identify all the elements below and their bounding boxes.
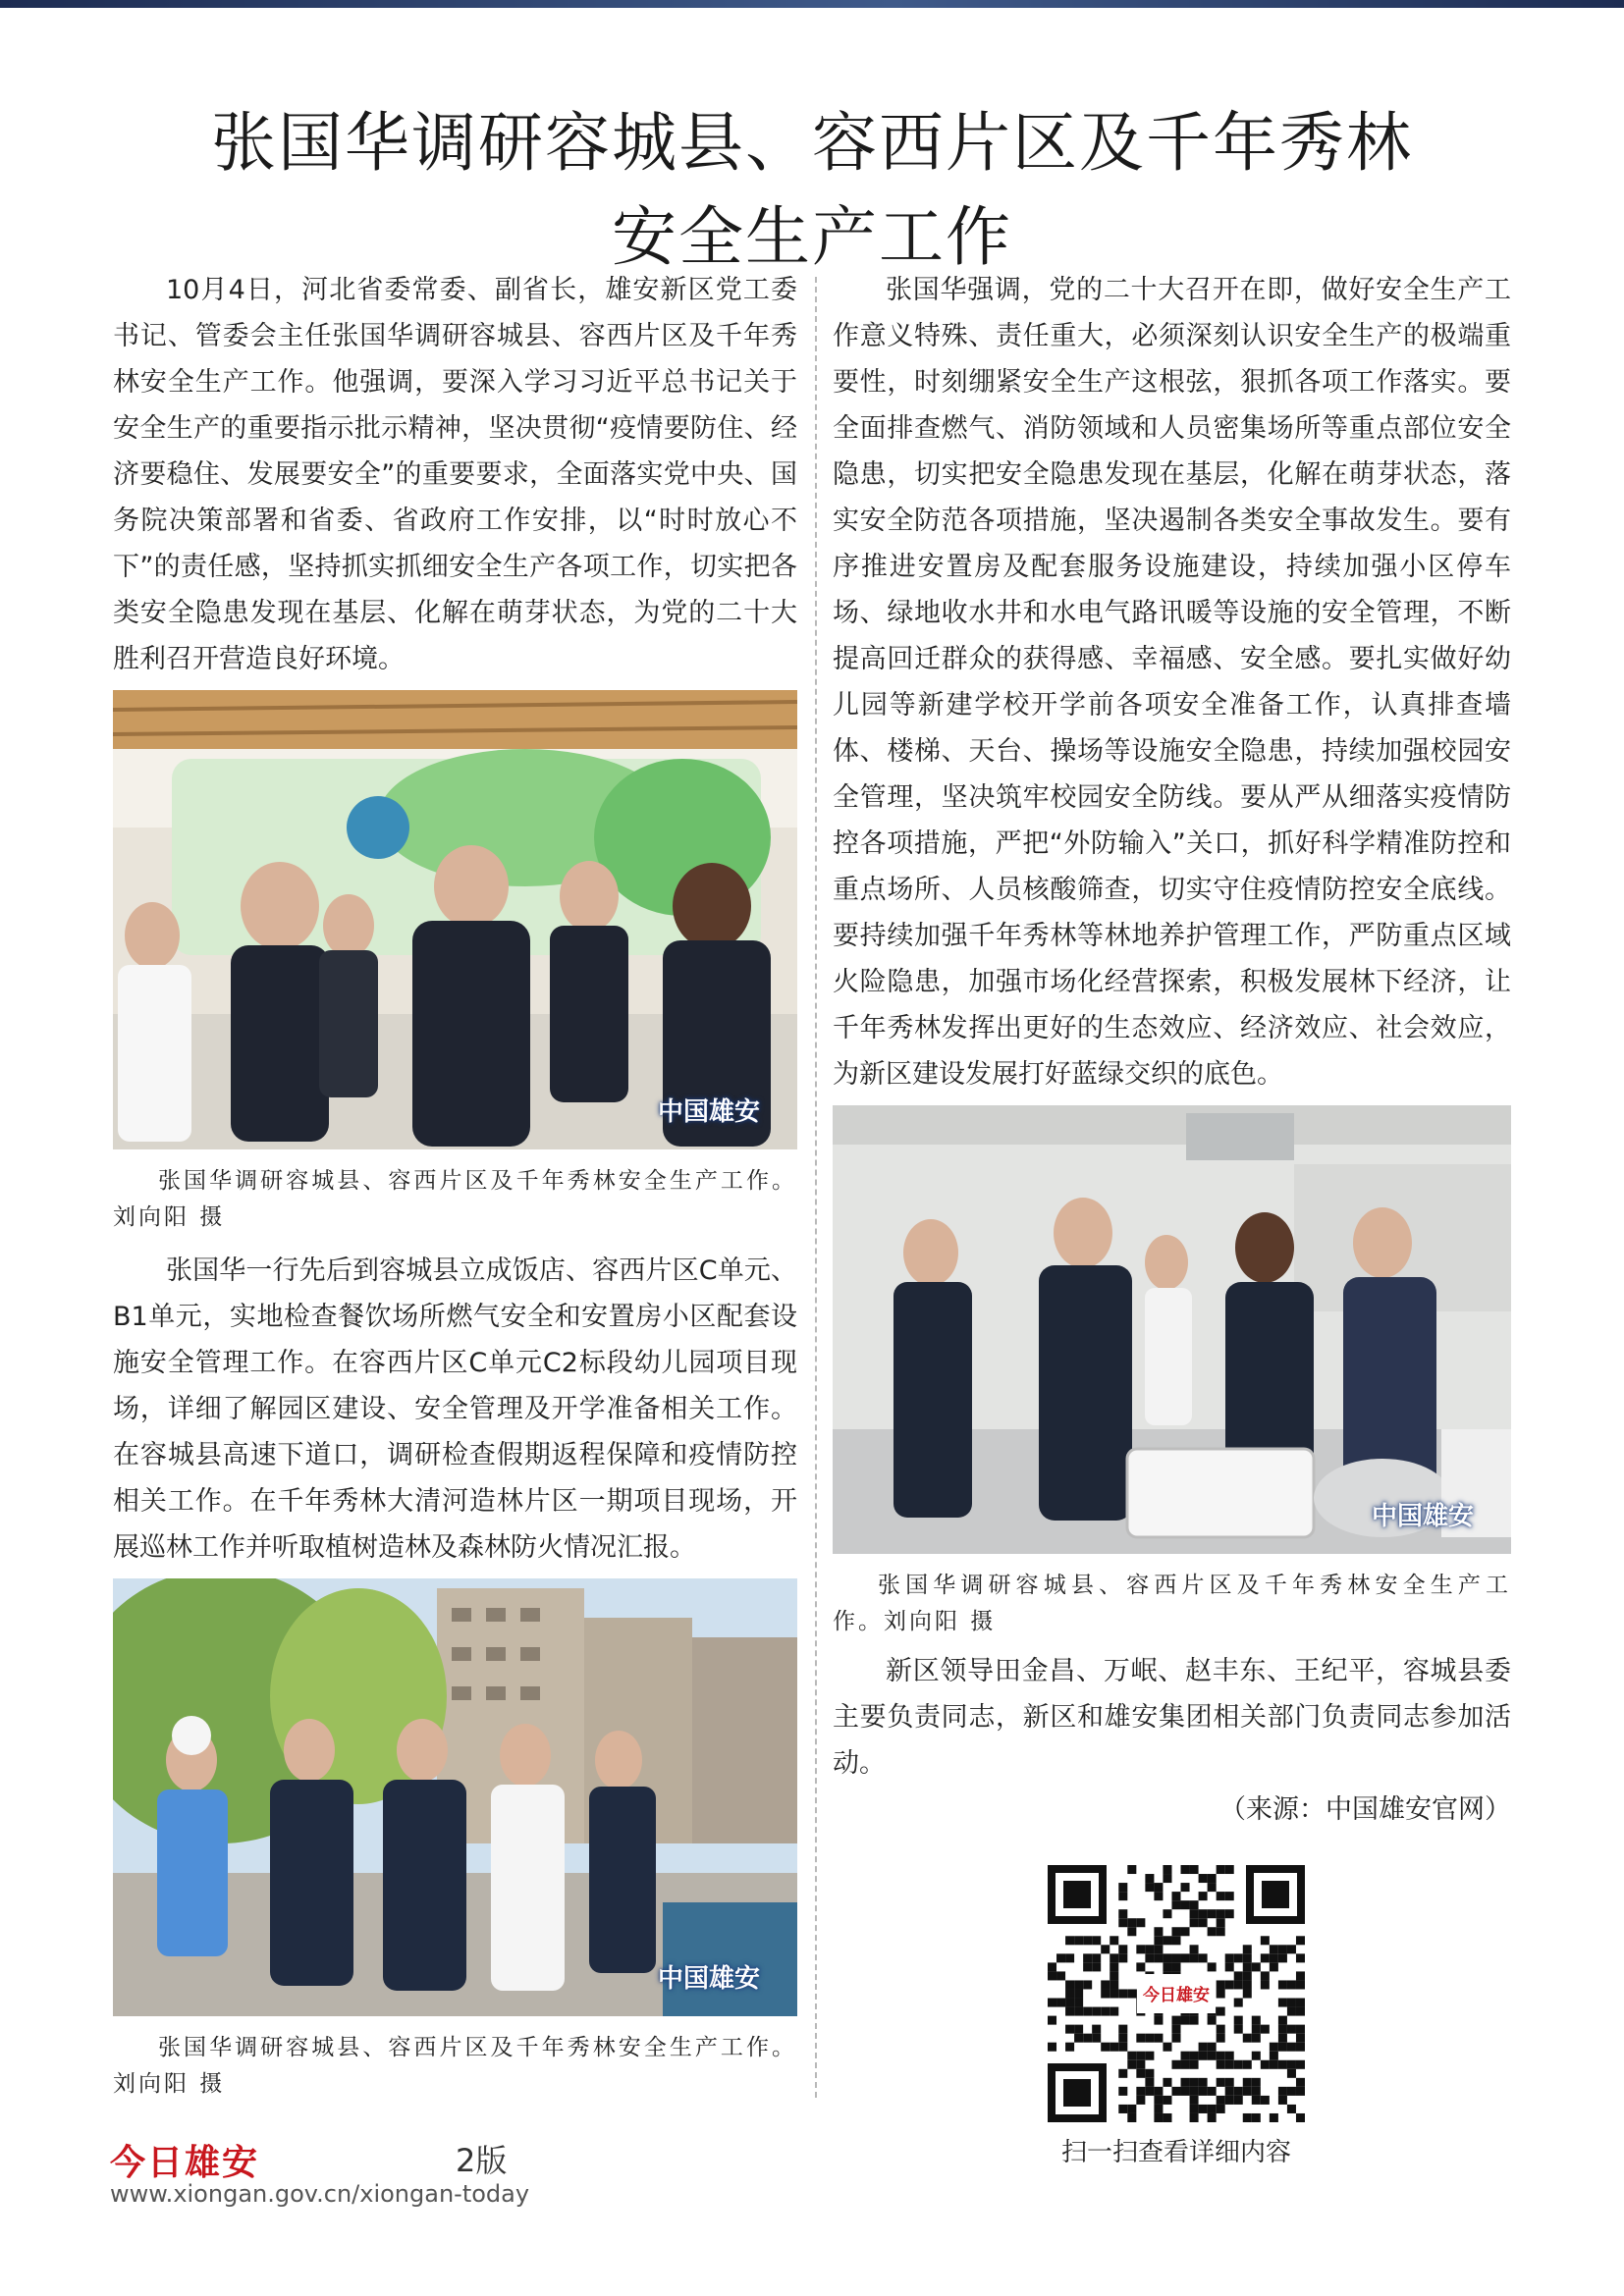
right-paragraph-1: 张国华强调，党的二十大召开在即，做好安全生产工作意义特殊、责任重大，必须深刻认识安全生产的极端重要性，时刻绷紧安全生产这根弦，狠抓各项工作落实。要全面排查燃气、消防领域和人员密集场所等重点部位安全隐患，切实把安全隐患发现在基层，化解在萌芽状态，落实安全防范各项措施，坚决遏制各类安全事故发生。要有序推进安置房及配套服务设施建设，持续加强小区停车场、绿地收水井和水电气路讯暖等设施的安全管理，不断提高回迁群众的获得感、幸福感、安全感。要扎实做好幼儿园等新建学校开学前各项安全准备工作，认真排查墙体、楼梯、天台、操场等设施安全隐患，持续加强校园安全管理，坚决筑牢校园安全防线。要从严从细落实疫情防控各项措施，严把“外防输入”关口，抓好科学精准防控和重点场所、人员核酸筛查，切实守住疫情防控安全底线。要持续加强千年秀林等林地养护管理工作，严防重点区域火险隐患，加强市场化经营探索，积极发展林下经济，让千年秀林发挥出更好的生态效应、经济效应、社会效应，为新区建设发展打好蓝绿交织的底色。: [833, 275, 1511, 1090]
footer-url[interactable]: www.xiongan.gov.cn/xiongan-today: [110, 2180, 530, 2208]
photo-watermark: 中国雄安: [1371, 1502, 1474, 1531]
qr-label: 扫一扫查看详细内容: [1060, 2138, 1291, 2167]
article-title-line2: 安全生产工作: [612, 199, 1012, 276]
qr-code[interactable]: [1048, 1865, 1305, 2122]
photo-watermark: 中国雄安: [657, 1097, 760, 1127]
photo-watermark: 中国雄安: [657, 1964, 760, 1994]
column-divider: [815, 277, 817, 2098]
left-column: [113, 267, 797, 2103]
source-note: （来源：中国雄安官网）: [1219, 1794, 1511, 1825]
right-paragraph-2: 新区领导田金昌、万岷、赵丰东、王纪平，容城县委主要负责同志，新区和雄安集团相关部门负责同志参加活动。: [833, 1656, 1511, 1779]
header-bar: [0, 0, 1624, 8]
left-paragraph-1: 10月4日，河北省委常委、副省长，雄安新区党工委书记、管委会主任张国华调研容城县、容西片区及千年秀林安全生产工作。他强调，要深入学习习近平总书记关于安全生产的重要指示批示精神，坚决贯彻“疫情要防住、经济要稳住、发展要安全”的重要要求，全面落实党中央、国务院决策部署和省委、省政府工作安排，以“时时放心不下”的责任感，坚持抓实抓细安全生产各项工作，切实把各类安全隐患发现在基层、化解在萌芽状态，为党的二十大胜利召开营造良好环境。: [113, 275, 797, 674]
right-column: [833, 267, 1511, 1833]
footer-logo: 今日雄安: [110, 2142, 260, 2183]
photo-caption-1: 张国华调研容城县、容西片区及千年秀林安全生产工作。刘向阳 摄: [113, 1168, 797, 1230]
photo-kindergarten-visit: [113, 690, 797, 1149]
photo-kitchen-inspection: [833, 1105, 1511, 1554]
photo-caption-3: 张国华调研容城县、容西片区及千年秀林安全生产工作。刘向阳 摄: [833, 1573, 1511, 1634]
photo-forest-inspection: [113, 1578, 797, 2016]
page-number: 2版: [456, 2142, 508, 2179]
photo-caption-2: 张国华调研容城县、容西片区及千年秀林安全生产工作。刘向阳 摄: [113, 2035, 797, 2097]
left-paragraph-2: 张国华一行先后到容城县立成饭店、容西片区C单元、B1单元，实地检查餐饮场所燃气安全和安置房小区配套设施安全管理工作。在容西片区C单元C2标段幼儿园项目现场，详细了解园区建设、安全管理及开学准备相关工作。在容城县高速下道口，调研检查假期返程保障和疫情防控相关工作。在千年秀林大清河造林片区一期项目现场，开展巡林工作并听取植树造林及森林防火情况汇报。: [113, 1255, 797, 1563]
article-title-line1: 张国华调研容城县、容西片区及千年秀林: [211, 105, 1413, 182]
qr-code-image: [1048, 1865, 1305, 2122]
qr-center-label: 今日雄安: [1143, 1986, 1210, 2005]
